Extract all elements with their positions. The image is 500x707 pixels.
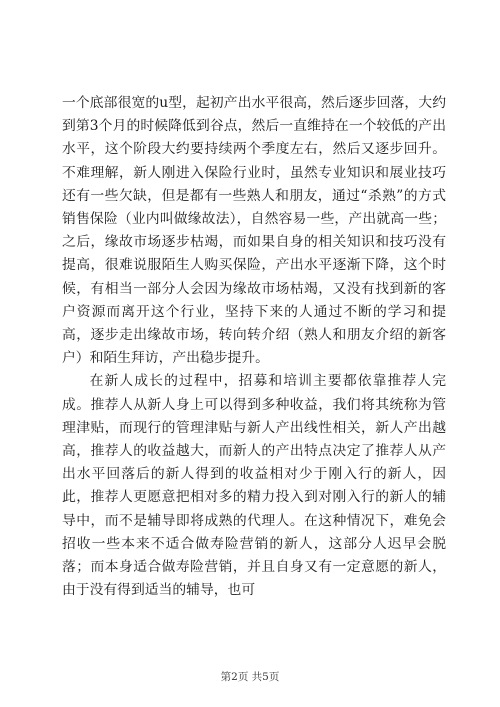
paragraph-continuation: 一个底部很宽的u型，起初产出水平很高，然后逐步回落，大约到第3个月的时候降低到谷点，然后一直维持在一个较低的产出水平，这个阶段大约要持续两个季度左右，然后又逐步回升。不难理解，新人刚进入保险行业时，虽然专业知识和展业技巧还有一些欠缺，但是都有一些熟人和朋友，通过“杀熟”的方式销售保险（业内叫做缘故法），自然容易一些，产出就高一些；之后，缘故市场逐步枯竭，而如果自身的相关知识和技巧没有提高，很难说服陌生人购买保险，产出水平逐渐下降，这个时候，有相当一部分人会因为缘故市场枯竭，又没有找到新的客户资源而离开这个行业，坚持下来的人通过不断的学习和提高，逐步走出缘故市场，转向转介绍（熟人和朋友介绍的新客户）和陌生拜访，产出稳步提升。 bbox=[62, 95, 446, 367]
paragraph-recommender: 在新人成长的过程中，招募和培训主要都依靠推荐人完成。推荐人从新人身上可以得到多种收益，我们将其统称为管理津贴，而现行的管理津贴与新人产出线性相关，新人产出越高，推荐人的收益越大，而新人的产出特点决定了推荐人从产出水平回落后的新人得到的收益相对少于刚入行的新人，因此，推荐人更愿意把相对多的精力投入到对刚入行的新人的辅导中，而不是辅导即将成熟的代理人。在这种情况下，难免会招收一些本来不适合做寿险营销的新人，这部分人迟早会脱落；而本身适合做寿险营销，并且自身又有一定意愿的新人，由于没有得到适当的辅导，也可 bbox=[62, 373, 446, 599]
page-footer: 第2页 共5页 bbox=[220, 671, 280, 683]
body-text bbox=[62, 92, 446, 602]
